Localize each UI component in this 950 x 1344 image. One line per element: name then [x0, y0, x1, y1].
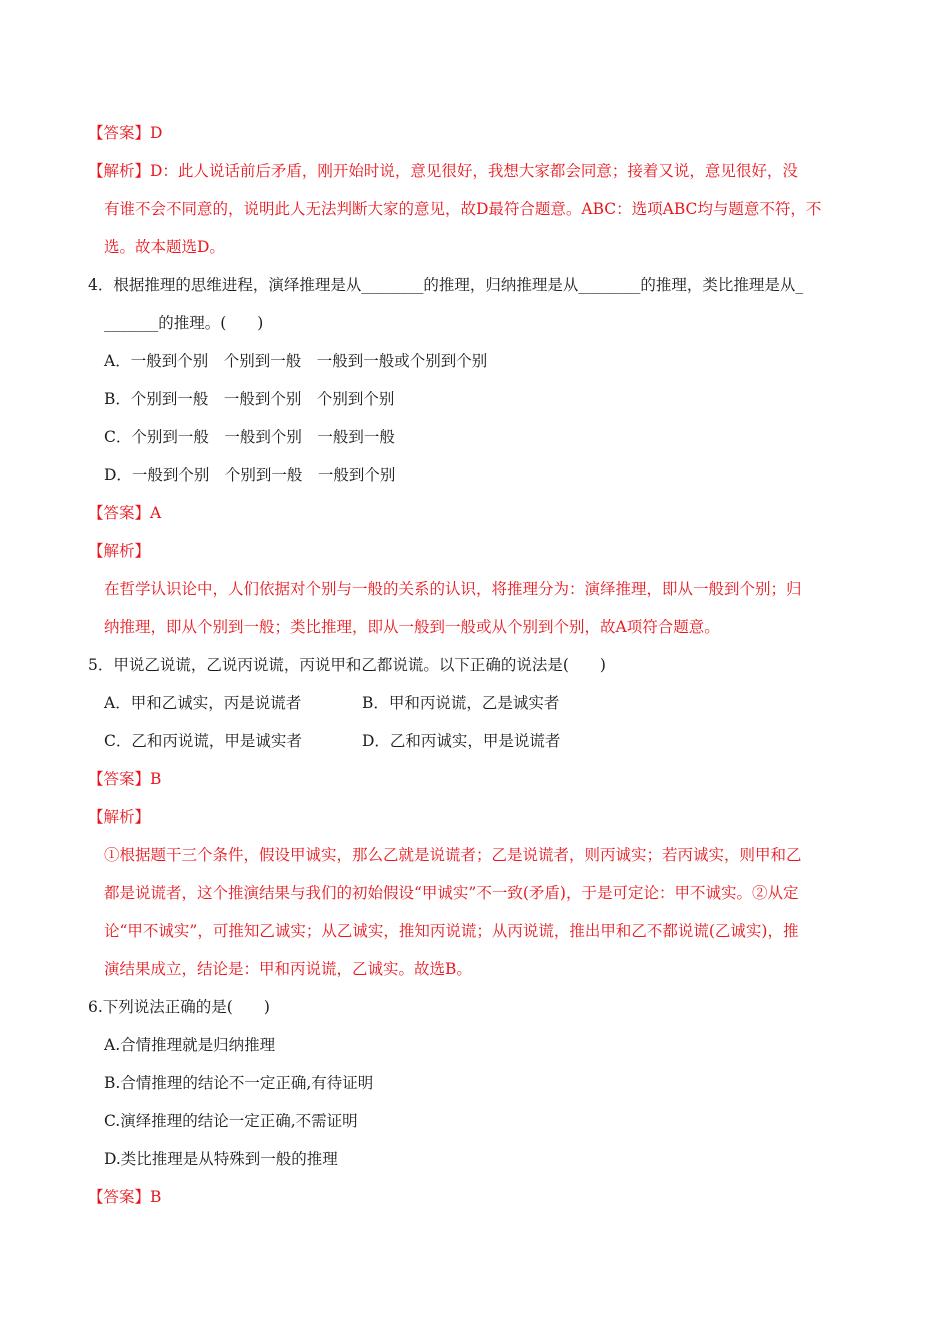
- q4-option-a: A．一般到个别 个别到一般 一般到一般或个别到个别: [104, 352, 488, 370]
- q4-option-b: B．个别到一般 一般到个别 个别到个别: [104, 390, 395, 408]
- q6-stem: 6.下列说法正确的是( ): [88, 998, 270, 1016]
- prev-analysis-line-2: 有谁不会不同意的，说明此人无法判断大家的意见，故D最符合题意。ABC：选项ABC均与题意不符，不: [104, 200, 822, 218]
- q5-option-a: A．甲和乙诚实，丙是说谎者: [104, 694, 302, 712]
- q5-analysis-heading: 【解析】: [88, 808, 151, 826]
- q4-answer: 【答案】A: [88, 504, 162, 522]
- q6-answer: 【答案】B: [88, 1188, 162, 1206]
- q5-answer: 【答案】B: [88, 770, 162, 788]
- q5-option-c: C．乙和丙说谎，甲是诚实者: [104, 732, 302, 750]
- q6-option-d: D.类比推理是从特殊到一般的推理: [104, 1150, 338, 1168]
- q5-stem: 5．甲说乙说谎，乙说丙说谎，丙说甲和乙都说谎。以下正确的说法是( ): [88, 656, 606, 674]
- q4-option-d: D．一般到个别 个别到一般 一般到个别: [104, 466, 396, 484]
- q4-analysis-line-1: 在哲学认识论中，人们依据对个别与一般的关系的认识，将推理分为：演绎推理，即从一般到个别；归: [104, 580, 802, 598]
- q5-option-b: B．甲和丙说谎，乙是诚实者: [362, 694, 560, 712]
- q4-stem-line-2: _______的推理。( ): [104, 314, 264, 332]
- q5-option-d: D．乙和丙诚实，甲是说谎者: [362, 732, 561, 750]
- q6-option-b: B.合情推理的结论不一定正确,有待证明: [104, 1074, 374, 1092]
- q4-analysis-heading: 【解析】: [88, 542, 151, 560]
- q5-analysis-line-4: 演结果成立，结论是：甲和丙说谎，乙诚实。故选B。: [104, 960, 472, 978]
- q4-analysis-line-2: 纳推理，即从个别到一般；类比推理，即从一般到一般或从个别到个别，故A项符合题意。: [104, 618, 720, 636]
- q4-option-c: C．个别到一般 一般到个别 一般到一般: [104, 428, 395, 446]
- q5-analysis-line-2: 都是说谎者，这个推演结果与我们的初始假设“甲诚实”不一致(矛盾)，于是可定论：甲不诚实。②从定: [104, 884, 799, 902]
- q6-option-c: C.演绎推理的结论一定正确,不需证明: [104, 1112, 358, 1130]
- prev-analysis-line-3: 选。故本题选D。: [104, 238, 225, 256]
- prev-answer: 【答案】D: [88, 124, 163, 142]
- q6-option-a: A.合情推理就是归纳推理: [104, 1036, 276, 1054]
- prev-analysis-line-1: 【解析】D：此人说话前后矛盾，刚开始时说，意见很好，我想大家都会同意；接着又说，意见很好，没: [88, 162, 798, 180]
- q5-analysis-line-3: 论“甲不诚实”，可推知乙诚实；从乙诚实，推知丙说谎；从丙说谎，推出甲和乙不都说谎(乙诚实)，推: [104, 922, 799, 940]
- q4-stem-line-1: 4．根据推理的思维进程，演绎推理是从________的推理，归纳推理是从________的推理，类比推理是从_: [88, 276, 804, 294]
- q5-analysis-line-1: ①根据题干三个条件，假设甲诚实，那么乙就是说谎者；乙是说谎者，则丙诚实；若丙诚实，则甲和乙: [104, 846, 802, 864]
